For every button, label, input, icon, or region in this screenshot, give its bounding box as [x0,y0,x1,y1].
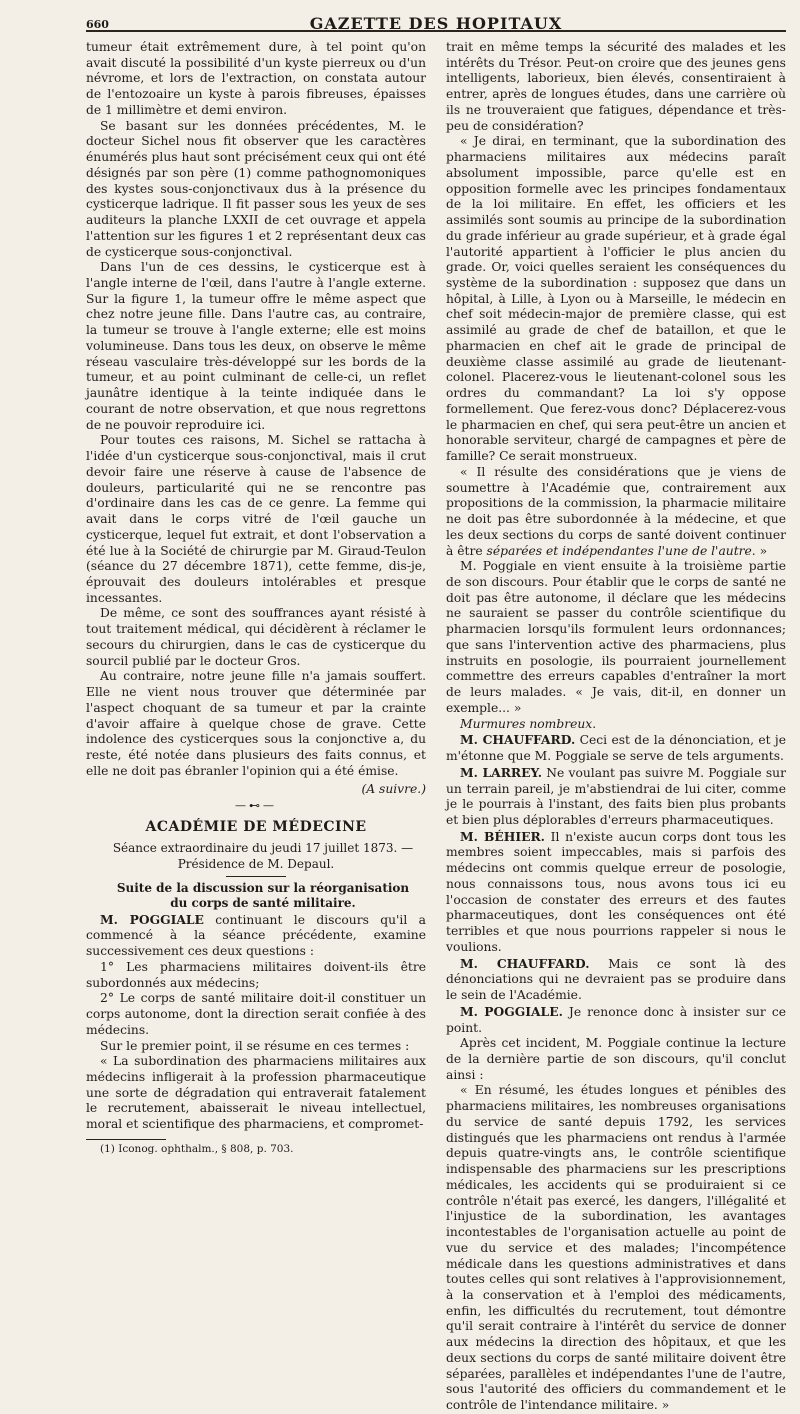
paragraph: Au contraire, notre jeune fille n'a jamais souffert. Elle ne vient nous trouver que déterminée par l'aspect choquant de sa tumeur et par la crainte d'avoir affaire à quelque chose de grave. Cette indolence des cysticerques sous la conjonctive a, du reste, été notée dans plusieurs des faits connus, et elle ne doit pas ébranler l'opinion qui a été émise. [86,669,426,778]
paragraph: trait en même temps la sécurité des malades et les intérêts du Trésor. Peut-on croire que des jeunes gens intelligents, laborieux, bien élevés, consentiraient à entrer, après de longues études, dans une carrière où ils ne trouveraient que fatigues, dépendance et très-peu de considération? [446,40,786,133]
speech-text: continuant le discours qu'il a commencé à la séance précédente, examine successivement ces deux questions : [86,912,426,959]
quote-end: » [755,543,768,558]
speaker-name: M. POGGIALE [100,911,204,927]
discussion-heading-2: du corps de santé militaire. [170,896,356,911]
footnote: (1) Iconog. ophthalm., § 808, p. 703. [100,1142,294,1155]
speech-paragraph [446,732,786,764]
speech-paragraph [446,765,786,829]
page-number: 660 [86,18,109,31]
speech-text: Je renonce donc à insister sur ce point. [446,1004,787,1035]
murmures-note: Murmures nombreux. [460,716,597,731]
quote-paragraph: « Je dirai, en terminant, que la subordination des pharmaciens militaires aux médecins paraît absolument impossible, parce qu'elle est en opposition formelle avec les principes fondamentaux de la loi militaire. En effet, les officiers et les assimilés sont soumis au principe de la subordination du grade inférieur au grade supérieur, et à grade égal l'autorité appartient à l'officier le plus ancien du grade. Or, voici quelles seraient les conséquences du système de la subordination : supposez que dans un hôpital, à Lille, à Lyon ou à Marseille, le médecin en chef soit médecin-major de première classe, qui est assimilé au grade de chef de bataillon, et que le pharmacien en chef ait le grade de principal de deuxième classe assimilé au grade de lieutenant-colonel. Placerez-vous le lieutenant-colonel sous les ordres du commandant? La loi s'y oppose formellement. Que ferez-vous donc? Déplacerez-vous le pharmacien en chef, qui sera peut-être un ancien et honorable serviteur, chargé de campagnes et père de famille? Ce serait monstrueux. [446,134,786,464]
left-column [86,40,426,1156]
paragraph: Après cet incident, M. Poggiale continue la lecture de la dernière partie de son discours, qu'il conclut ainsi : [446,1036,786,1082]
quote-paragraph [446,465,786,559]
paragraph: tumeur était extrêmement dure, à tel point qu'on avait discuté la possibilité d'un kyste pierreux ou d'un névrome, et lors de l'extraction, on constata autour de l'entozoaire un kyste à parois fibreuses, épaisses de 1 millimètre et demi environ. [86,40,426,117]
speech-paragraph [446,1004,786,1036]
session-line: Séance extraordinaire du jeudi 17 juillet 1873. — Présidence de M. Depaul. [112,841,414,871]
speech-text: Mais ce sont là des dénonciations qui ne devraient pas se produire dans le sein de l'Académie. [446,956,786,1003]
speaker-name: M. CHAUFFARD. [460,732,576,748]
speaker-name: M. LARREY. [460,764,542,780]
paragraph: Se basant sur les données précédentes, M. le docteur Sichel nous fit observer que les caractères énumérés plus haut sont précisément ceux qui ont été désignés par son père (1) comme pathognomoniques des kystes sous-conjonctivaux dus à la présence du cysticerque ladrique. Il fit passer sous les yeux de ses auditeurs la planche LXXII de cet ouvrage et appela l'attention sur les figures 1 et 2 représentant deux cas de cysticerque sous-conjonctival. [86,118,426,259]
header-rule [86,30,786,32]
footnote-rule [86,1139,166,1140]
speech-paragraph [86,912,426,960]
paragraph: De même, ce sont des souffrances ayant résisté à tout traitement médical, qui décidèrent à réclamer le secours du chirurgien, dans le cas de cysticerque du sourcil publié par le docteur Gros. [86,606,426,668]
paragraph: M. Poggiale en vient ensuite à la troisième partie de son discours. Pour établir que le corps de santé ne doit pas être autonome, il déclare que les médecins ne sauraient se passer du contrôle scientifique du pharmacien lorsqu'ils formulent leurs ordonnances; que sans l'intervention active des pharmaciens, plus instruits en posologie, ils pourraient journellement commettre des erreurs capables d'entraîner la mort de leurs malades. « Je vais, dit-il, en donner un exemple... » [446,559,786,715]
question-item: 1° Les pharmaciens militaires doivent-ils être subordonnés aux médecins; [86,959,426,990]
discussion-heading-1: Suite de la discussion sur la réorganisation [116,880,410,895]
speech-paragraph [446,956,786,1004]
question-item: 2° Le corps de santé militaire doit-il constituer un corps autonome, dont la direction serait confiée à des médecins. [86,991,426,1037]
speaker-name: M. POGGIALE. [460,1003,563,1019]
right-column [446,40,786,1414]
paragraph: Dans l'un de ces dessins, le cysticerque est à l'angle interne de l'œil, dans l'autre à l'angle externe. Sur la figure 1, la tumeur offre le même aspect que chez notre jeune fille. Dans l'autre cas, au contraire, la tumeur se trouve à l'angle externe; elle est moins volumineuse. Dans tous les deux, on observe le même réseau vasculaire très-développé sur les bords de la tumeur, et au point culminant de celle-ci, un reflet jaunâtre identique à la teinte indiquée dans le courant de notre observation, et que nous regrettons de ne pouvoir reproduire ici. [86,260,426,432]
quote-text: « Il résulte des considérations que je viens de soumettre à l'Académie que, contrairement aux propositions de la commission, la pharmacie militaire ne doit pas être subordonnée à la médecine, et que les deux sections du corps de santé doivent continuer à être [446,464,786,558]
speech-paragraph [446,829,786,956]
speaker-name: M. CHAUFFARD. [460,955,590,971]
section-heading: ACADÉMIE DE MÉDECINE [145,819,367,836]
paragraph: Sur le premier point, il se résume en ces termes : [100,1038,410,1053]
quote-paragraph: « La subordination des pharmaciens militaires aux médecins infligerait à la profession pharmaceutique une sorte de dégradation qui entraverait fatalement le recrutement, abaisserait le niveau intellectuel, moral et scientifique des pharmaciens, et compromet- [86,1054,426,1132]
speech-text: Il n'existe aucun corps dont tous les membres soient impeccables, mais si parfois des médecins ont commis quelque erreur de posologie, nous connaissons tous, nous avons tous ici eu l'occasion de constater des erreurs et des fautes pharmaceutiques, dont les conséquences ont été terribles et que nous pourrions rappeler si nous le voulions. [446,829,786,954]
quote-paragraph: « En résumé, les études longues et pénibles des pharmaciens militaires, les nombreuses organisations du service de santé depuis 1792, les services distingués que les pharmaciens ont rendus à l'armée depuis quatre-vingts ans, le contrôle scientifique indispensable des pharmaciens sur les prescriptions médicales, les accidents qui se produiraient si ce contrôle n'était pas exercé, les dangers, l'illégalité et l'injustice de la subordination, les avantages incontestables de l'organisation actuelle au point de vue du service et des malades; l'incompétence médicale dans les questions administratives et dans toutes celles qui sont relatives à l'approvisionnement, à la conservation et à l'emploi des médicaments, enfin, les difficultés du recrutement, tout démontre qu'il serait contraire à l'intérêt du service de donner aux médecins la direction des hôpitaux, et que les deux sections du corps de santé militaire doivent être séparées, parallèles et indépendantes l'une de l'autre, sous l'autorité des officiers du commandement et le contrôle de l'intendance militaire. » [446,1083,786,1413]
small-rule [226,876,286,877]
a-suivre: (A suivre.) [361,781,426,796]
journal-title: GAZETTE DES HOPITAUX [309,14,563,33]
ornament-divider: —⊷— [235,799,277,813]
speech-text: Ceci est de la dénonciation, et je m'étonne que M. Poggiale se serve de tels arguments. [446,733,786,764]
speaker-name: M. BÉHIER. [460,828,545,844]
paragraph: Pour toutes ces raisons, M. Sichel se rattacha à l'idée d'un cysticerque sous-conjonctival, mais il crut devoir faire une réserve à cause de l'absence de douleurs, particularité qui ne se rencontre pas d'ordinaire dans les cas de ce genre. La femme qui avait dans le corps vitré de l'œil gauche un cysticerque, lequel fut extrait, et dont l'observation a été lue à la Société de chirurgie par M. Giraud-Teulon (séance du 27 décembre 1871), cette femme, dis-je, éprouvait des douleurs intolérables et presque incessantes. [86,433,426,605]
speech-text: Ne voulant pas suivre M. Poggiale sur un terrain pareil, je m'abstiendrai de lui citer, comme je le pourrais à l'instant, des faits bien plus probants et bien plus déplorables d'erreurs pharmaceutiques. [446,765,786,827]
quote-italic: séparées et indépendantes l'une de l'autre. [486,543,756,558]
